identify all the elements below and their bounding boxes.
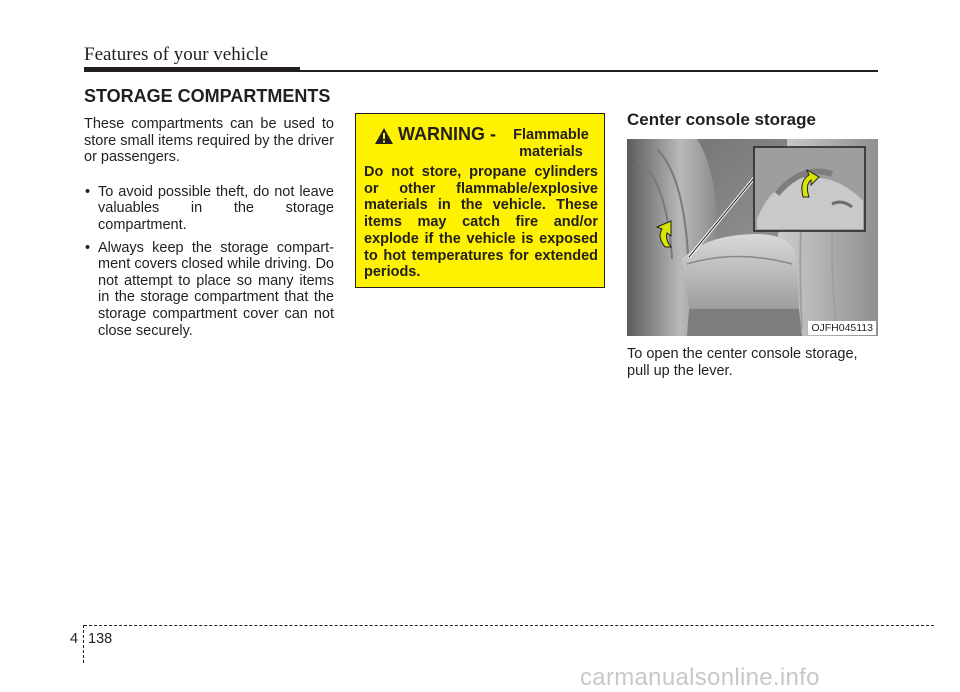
header-rule-thick [84,67,300,72]
header-title: Features of your vehicle [84,44,269,65]
warning-subject: Flammable materials [513,127,589,160]
intro-paragraph: These compartments can be used to store small items required by the driver or passengers. [84,116,334,166]
footer-rule [84,625,934,626]
footer-divider [83,625,84,663]
footer-page-number: 138 [88,631,113,647]
watermark-text: carmanualsonline.info [580,664,820,691]
list-item-text: To avoid possible theft, do not leave valuables in the storage compartment. [98,183,334,233]
bullet-icon: • [85,239,91,256]
header-rule-thin [300,70,878,72]
list-item [84,240,334,340]
section-heading: STORAGE COMPARTMENTS [84,86,331,106]
list-item-text: Always keep the storage compart- ment covers closed while driving. Do not attempt to place so many items in the storage compartment that the storage compartment cover can not close securely. [98,239,334,339]
tips-list [84,184,334,339]
list-item [84,184,334,234]
bullet-icon: • [85,183,91,200]
warning-box [355,113,605,288]
console-illustration [627,139,878,336]
warning-triangle-icon [374,127,394,145]
center-console-photo [627,139,878,336]
intro-column [84,116,334,345]
image-code-label: OJFH045113 [808,321,876,335]
footer-chapter-number: 4 [70,631,79,647]
warning-label: WARNING - [398,124,496,144]
center-console-heading: Center console storage [627,110,816,129]
warning-body: Do not store, propane cylinders or other flammable/explosive materials in the vehicle. These items may catch fire and/or explode if the vehicle is exposed to hot temperatures for extended periods. [364,164,598,281]
center-console-instruction: To open the center console storage, pull up the lever. [627,346,858,379]
